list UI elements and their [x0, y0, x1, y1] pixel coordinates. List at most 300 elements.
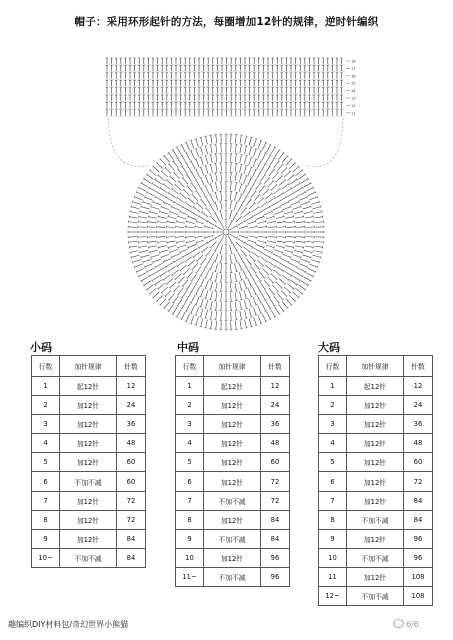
stitch-symbol — [172, 270, 179, 275]
stitch-symbol — [172, 207, 180, 211]
stitch-symbol — [230, 172, 231, 180]
stitch-symbol — [146, 289, 148, 291]
stitch-symbol — [287, 283, 294, 288]
stitch-symbol — [238, 252, 242, 259]
stitch-symbol — [147, 174, 154, 179]
stitch-symbol — [252, 207, 259, 212]
table-label-medium: 中码 — [177, 341, 199, 354]
stitch-symbol — [205, 235, 213, 237]
page-number: 6/6 — [406, 620, 419, 629]
stitch-symbol — [167, 278, 173, 284]
stitch-symbol — [289, 295, 295, 301]
table-cell: 加12针 — [204, 396, 261, 415]
stitch-symbol — [295, 246, 303, 248]
stitch-symbol — [305, 241, 313, 242]
row-marker: 12 — [351, 103, 356, 108]
table-cell: 加12针 — [204, 415, 261, 434]
stitch-symbol — [271, 310, 275, 317]
stitch-symbol — [301, 281, 308, 286]
stitch-symbol — [216, 135, 217, 143]
stitch-symbol — [229, 234, 236, 238]
table-cell: 加12针 — [347, 472, 404, 491]
table-row — [32, 396, 146, 415]
size-table-small — [31, 355, 146, 568]
stitch-symbol — [143, 202, 151, 205]
stitch-symbol — [257, 161, 261, 169]
table-cell: 加12针 — [204, 434, 261, 453]
table-cell: 72 — [117, 491, 146, 510]
stitch-symbol — [287, 175, 294, 180]
stitch-symbol — [271, 273, 277, 279]
stitch-symbol — [283, 254, 291, 257]
stitch-symbol — [186, 289, 188, 290]
stitch-symbol — [157, 295, 163, 301]
stitch-symbol — [249, 203, 255, 209]
stitch-symbol — [235, 311, 236, 319]
stitch-symbol — [285, 188, 292, 193]
table-cell: 8 — [319, 510, 347, 529]
stitch-symbol — [209, 164, 212, 165]
stitch-symbol — [188, 244, 196, 247]
stitch-symbol — [221, 302, 222, 310]
stitch-symbol — [266, 261, 268, 263]
table-cell: 不加不减 — [204, 491, 261, 510]
stitch-symbol — [271, 258, 278, 262]
stitch-symbol — [310, 264, 318, 267]
stitch-symbol — [235, 135, 236, 143]
stitch-symbol — [136, 268, 144, 271]
stitch-symbol — [284, 212, 292, 215]
table-cell: 加12针 — [60, 434, 117, 453]
stitch-symbol — [180, 211, 188, 214]
stitch-symbol — [195, 227, 203, 228]
stitch-symbol — [221, 274, 222, 282]
stitch-symbol — [248, 279, 252, 287]
table-cell: 起12针 — [347, 377, 404, 396]
stitch-symbol — [229, 245, 231, 253]
stitch-symbol — [260, 282, 265, 289]
stitch-symbol — [277, 293, 282, 300]
stitch-symbol — [259, 280, 261, 281]
stitch-symbol — [230, 182, 231, 190]
connector-line — [305, 118, 343, 166]
table-cell: 10 — [319, 548, 347, 567]
stitch-symbol — [147, 285, 154, 290]
stitch-symbol — [240, 154, 243, 155]
stitch-symbol — [181, 166, 183, 167]
stitch-symbol — [245, 318, 248, 319]
stitch-symbol — [306, 273, 314, 277]
table-cell: 加12针 — [347, 529, 404, 548]
stitch-symbol — [206, 310, 208, 318]
table-row — [319, 377, 433, 396]
stitch-symbol — [252, 252, 259, 257]
stitch-symbol — [140, 250, 148, 252]
stitch-symbol — [153, 202, 161, 205]
stitch-symbol — [244, 176, 247, 184]
stitch-symbol — [264, 211, 272, 214]
stitch-symbol — [201, 157, 204, 165]
stitch-symbol — [216, 292, 217, 300]
stitch-symbol — [176, 236, 184, 237]
stitch-symbol — [143, 259, 151, 262]
table-row — [32, 491, 146, 510]
stitch-symbol — [183, 280, 188, 287]
stitch-symbol — [246, 199, 251, 206]
stitch-symbol — [279, 278, 285, 284]
stitch-symbol — [166, 197, 173, 201]
stitch-symbol — [210, 242, 216, 248]
stitch-symbol — [234, 263, 236, 271]
table-row — [176, 472, 290, 491]
table-cell: 12~ — [319, 587, 347, 606]
stitch-symbol — [174, 285, 180, 291]
stitch-symbol — [197, 203, 203, 209]
stitch-symbol — [266, 245, 274, 248]
stitch-symbol — [275, 307, 280, 314]
table-cell: 加12针 — [60, 529, 117, 548]
stitch-symbol — [158, 217, 166, 219]
stitch-symbol — [191, 172, 195, 179]
stitch-symbol — [221, 182, 222, 190]
table-cell: 10 — [176, 548, 204, 567]
stitch-symbol — [238, 205, 242, 212]
table-cell: 7 — [32, 491, 60, 510]
table-row — [32, 453, 146, 472]
stitch-symbol — [235, 281, 238, 282]
stitch-symbol — [249, 299, 252, 307]
stitch-symbol — [220, 211, 222, 219]
stitch-symbol — [140, 210, 141, 213]
stitch-symbol — [249, 157, 252, 165]
stitch-symbol — [182, 155, 186, 162]
stitch-symbol — [211, 135, 212, 143]
stitch-symbol — [228, 235, 232, 242]
stitch-symbol — [257, 240, 265, 242]
stitch-symbol — [262, 303, 266, 311]
stitch-symbol — [240, 164, 242, 172]
stitch-symbol — [149, 272, 156, 276]
table-cell: 加12针 — [347, 396, 404, 415]
stitch-symbol — [148, 215, 149, 218]
stitch-symbol — [146, 173, 148, 175]
stitch-symbol — [304, 277, 311, 281]
stitch-symbol — [215, 244, 219, 251]
stitch-symbol — [170, 282, 176, 288]
stitch-symbol — [141, 277, 148, 281]
column-header: 加针规律 — [347, 356, 404, 377]
stitch-symbol — [266, 216, 274, 219]
stitch-symbol — [221, 293, 222, 301]
stitch-symbol — [281, 290, 287, 296]
stitch-symbol — [305, 173, 307, 175]
table-cell: 5 — [32, 453, 60, 472]
stitch-symbol — [209, 154, 212, 155]
stitch-symbol — [221, 283, 222, 291]
stitch-symbol — [190, 248, 197, 252]
table-cell: 72 — [117, 510, 146, 529]
stitch-symbol — [258, 227, 266, 228]
stitch-symbol — [202, 212, 209, 217]
table-cell: 108 — [404, 587, 433, 606]
stitch-symbol — [262, 153, 266, 161]
stitch-symbol — [210, 205, 214, 212]
stitch-symbol — [199, 216, 206, 220]
stitch-symbol — [147, 237, 155, 238]
table-row — [176, 377, 290, 396]
stitch-symbol — [167, 311, 169, 313]
stitch-symbol — [129, 217, 137, 218]
stitch-symbol — [233, 244, 237, 251]
stitch-symbol — [254, 212, 261, 216]
stitch-symbol — [253, 149, 256, 157]
stitch-symbol — [235, 154, 236, 162]
stitch-symbol — [216, 273, 218, 281]
table-cell: 7 — [319, 491, 347, 510]
stitch-symbol — [293, 183, 300, 188]
table-cell: 72 — [404, 472, 433, 491]
table-cell: 加12针 — [60, 396, 117, 415]
stitch-symbol — [152, 276, 159, 281]
table-row — [176, 434, 290, 453]
stitch-symbol — [235, 144, 236, 152]
stitch-symbol — [277, 236, 285, 237]
stitch-symbol — [276, 176, 282, 182]
stitch-symbol — [240, 164, 243, 165]
stitch-symbol — [138, 241, 146, 242]
table-cell: 加12针 — [204, 472, 261, 491]
stitch-symbol — [201, 147, 203, 155]
stitch-symbol — [182, 253, 189, 257]
stitch-symbol — [293, 276, 300, 281]
stitch-symbol — [188, 198, 194, 204]
stitch-symbol — [184, 261, 186, 263]
stitch-symbol — [150, 170, 157, 175]
stitch-symbol — [220, 235, 224, 242]
stitch-symbol — [257, 285, 261, 292]
stitch-symbol — [257, 295, 261, 303]
stitch-symbol — [182, 166, 187, 173]
stitch-symbol — [294, 212, 302, 214]
stitch-symbol — [174, 202, 181, 206]
stitch-symbol — [270, 299, 275, 306]
stitch-symbol — [244, 247, 251, 252]
stitch-symbol — [211, 301, 213, 309]
stitch-symbol — [216, 283, 217, 291]
stitch-symbol — [148, 222, 156, 223]
stitch-symbol — [269, 288, 274, 295]
stitch-symbol — [195, 272, 197, 274]
stitch-symbol — [254, 248, 261, 252]
stitch-symbol — [210, 174, 212, 182]
stitch-symbol — [304, 250, 312, 252]
stitch-symbol — [261, 164, 265, 171]
stitch-symbol — [163, 184, 170, 189]
stitch-symbol — [172, 254, 180, 258]
table-cell: 96 — [404, 548, 433, 567]
stitch-symbol — [160, 250, 168, 253]
row-marker: 16 — [351, 74, 356, 79]
table-row — [319, 491, 433, 510]
stitch-symbol — [177, 147, 181, 154]
table-cell: 9 — [32, 529, 60, 548]
stitch-symbol — [253, 159, 256, 167]
stitch-symbol — [314, 212, 322, 214]
weibo-watermark-icon — [393, 619, 404, 628]
stitch-symbol — [144, 179, 151, 184]
stitch-symbol — [241, 208, 246, 215]
stitch-symbol — [149, 188, 156, 192]
stitch-symbol — [158, 267, 165, 271]
column-header: 行数 — [319, 356, 347, 377]
stitch-symbol — [130, 210, 131, 213]
stitch-symbol — [240, 135, 241, 143]
stitch-symbol — [199, 244, 206, 248]
stitch-symbol — [216, 321, 217, 329]
stitch-symbol — [267, 145, 271, 153]
table-cell: 加12针 — [204, 453, 261, 472]
stitch-symbol — [201, 199, 206, 206]
stitch-symbol — [284, 250, 292, 253]
stitch-symbol — [179, 277, 185, 283]
stitch-symbol — [235, 292, 236, 300]
stitch-symbol — [285, 217, 293, 219]
stitch-symbol — [206, 260, 210, 267]
stitch-symbol — [178, 245, 186, 248]
stitch-symbol — [211, 311, 212, 319]
row-marker: 17 — [351, 66, 356, 71]
stitch-symbol — [160, 271, 167, 276]
table-header-row — [319, 356, 433, 377]
stitch-symbol — [165, 290, 171, 296]
stitch-symbol — [249, 137, 251, 145]
stitch-symbol — [239, 235, 247, 237]
stitch-symbol — [236, 242, 242, 248]
stitch-symbol — [206, 208, 211, 215]
stitch-symbol — [310, 197, 318, 200]
stitch-symbol — [296, 170, 303, 175]
stitch-symbol — [287, 267, 294, 271]
stitch-symbol — [301, 202, 309, 205]
stitch-symbol — [274, 211, 282, 214]
stitch-symbol — [244, 290, 247, 298]
stitch-symbol — [160, 187, 161, 189]
stitch-symbol — [206, 136, 208, 144]
stitch-symbol — [158, 246, 159, 249]
stitch-symbol — [266, 155, 270, 162]
stitch-symbol — [191, 182, 193, 183]
table-cell: 24 — [261, 396, 290, 415]
stitch-symbol — [274, 161, 279, 168]
table-cell: 96 — [261, 548, 290, 567]
stitch-symbol — [186, 153, 190, 161]
stitch-symbol — [178, 169, 183, 176]
stitch-symbol — [177, 198, 184, 203]
stitch-symbol — [151, 207, 159, 210]
stitch-symbol — [191, 151, 194, 159]
stitch-symbol — [166, 263, 173, 267]
stitch-symbol — [283, 270, 284, 272]
stitch-symbol — [264, 174, 266, 175]
stitch-symbol — [196, 221, 204, 224]
stitch-symbol — [240, 299, 243, 300]
stitch-symbol — [235, 321, 236, 329]
stitch-symbol — [155, 263, 163, 267]
stitch-symbol — [312, 210, 313, 213]
table-row — [176, 415, 290, 434]
stitch-symbol — [277, 227, 285, 228]
stitch-symbol — [187, 282, 192, 289]
stitch-symbol — [193, 207, 200, 212]
table-cell: 不加不减 — [347, 510, 404, 529]
stitch-symbol — [157, 163, 163, 169]
stitch-symbol — [151, 255, 159, 258]
stitch-symbol — [177, 310, 181, 317]
stitch-symbol — [181, 297, 183, 298]
stitch-symbol — [206, 166, 209, 174]
stitch-symbol — [265, 193, 272, 198]
table-row — [32, 529, 146, 548]
stitch-symbol — [196, 149, 199, 157]
stitch-symbol — [239, 272, 242, 280]
table-cell: 60 — [261, 453, 290, 472]
stitch-symbol — [176, 220, 177, 223]
column-header: 针数 — [261, 356, 290, 377]
stitch-symbol — [216, 144, 217, 152]
stitch-symbol — [158, 175, 165, 180]
stitch-symbol — [169, 164, 174, 171]
magic-ring — [223, 229, 229, 235]
table-cell: 84 — [261, 529, 290, 548]
stitch-symbol — [284, 287, 290, 293]
stitch-symbol — [277, 222, 285, 223]
stitch-symbol — [153, 166, 159, 172]
stitch-symbol — [244, 300, 246, 308]
stitch-symbol — [160, 299, 166, 305]
table-cell: 84 — [261, 510, 290, 529]
table-cell: 加12针 — [60, 510, 117, 529]
table-cell: 1 — [319, 377, 347, 396]
stitch-symbol — [195, 190, 197, 192]
stitch-symbol — [230, 191, 231, 199]
stitch-symbol — [240, 145, 241, 153]
stitch-symbol — [215, 213, 219, 220]
stitch-symbol — [186, 174, 188, 175]
stitch-symbol — [201, 279, 205, 287]
stitch-symbol — [169, 293, 174, 300]
table-row — [176, 453, 290, 472]
stitch-symbol — [266, 301, 270, 308]
stitch-symbol — [182, 291, 187, 298]
stitch-symbol — [196, 307, 199, 315]
size-table-large — [318, 355, 433, 606]
stitch-symbol — [276, 193, 283, 198]
stitch-symbol — [234, 202, 237, 210]
stitch-symbol — [240, 291, 242, 299]
table-row — [176, 529, 290, 548]
stitch-symbol — [180, 249, 188, 252]
stitch-symbol — [184, 201, 186, 203]
stitch-symbol — [204, 146, 207, 147]
stitch-symbol — [210, 282, 212, 290]
table-cell: 9 — [176, 529, 204, 548]
stitch-symbol — [268, 236, 276, 237]
stitch-symbol — [269, 297, 271, 298]
stitch-symbol — [239, 184, 242, 192]
table-row — [319, 472, 433, 491]
table-label-small: 小码 — [30, 341, 52, 354]
stitch-symbol — [201, 309, 203, 317]
